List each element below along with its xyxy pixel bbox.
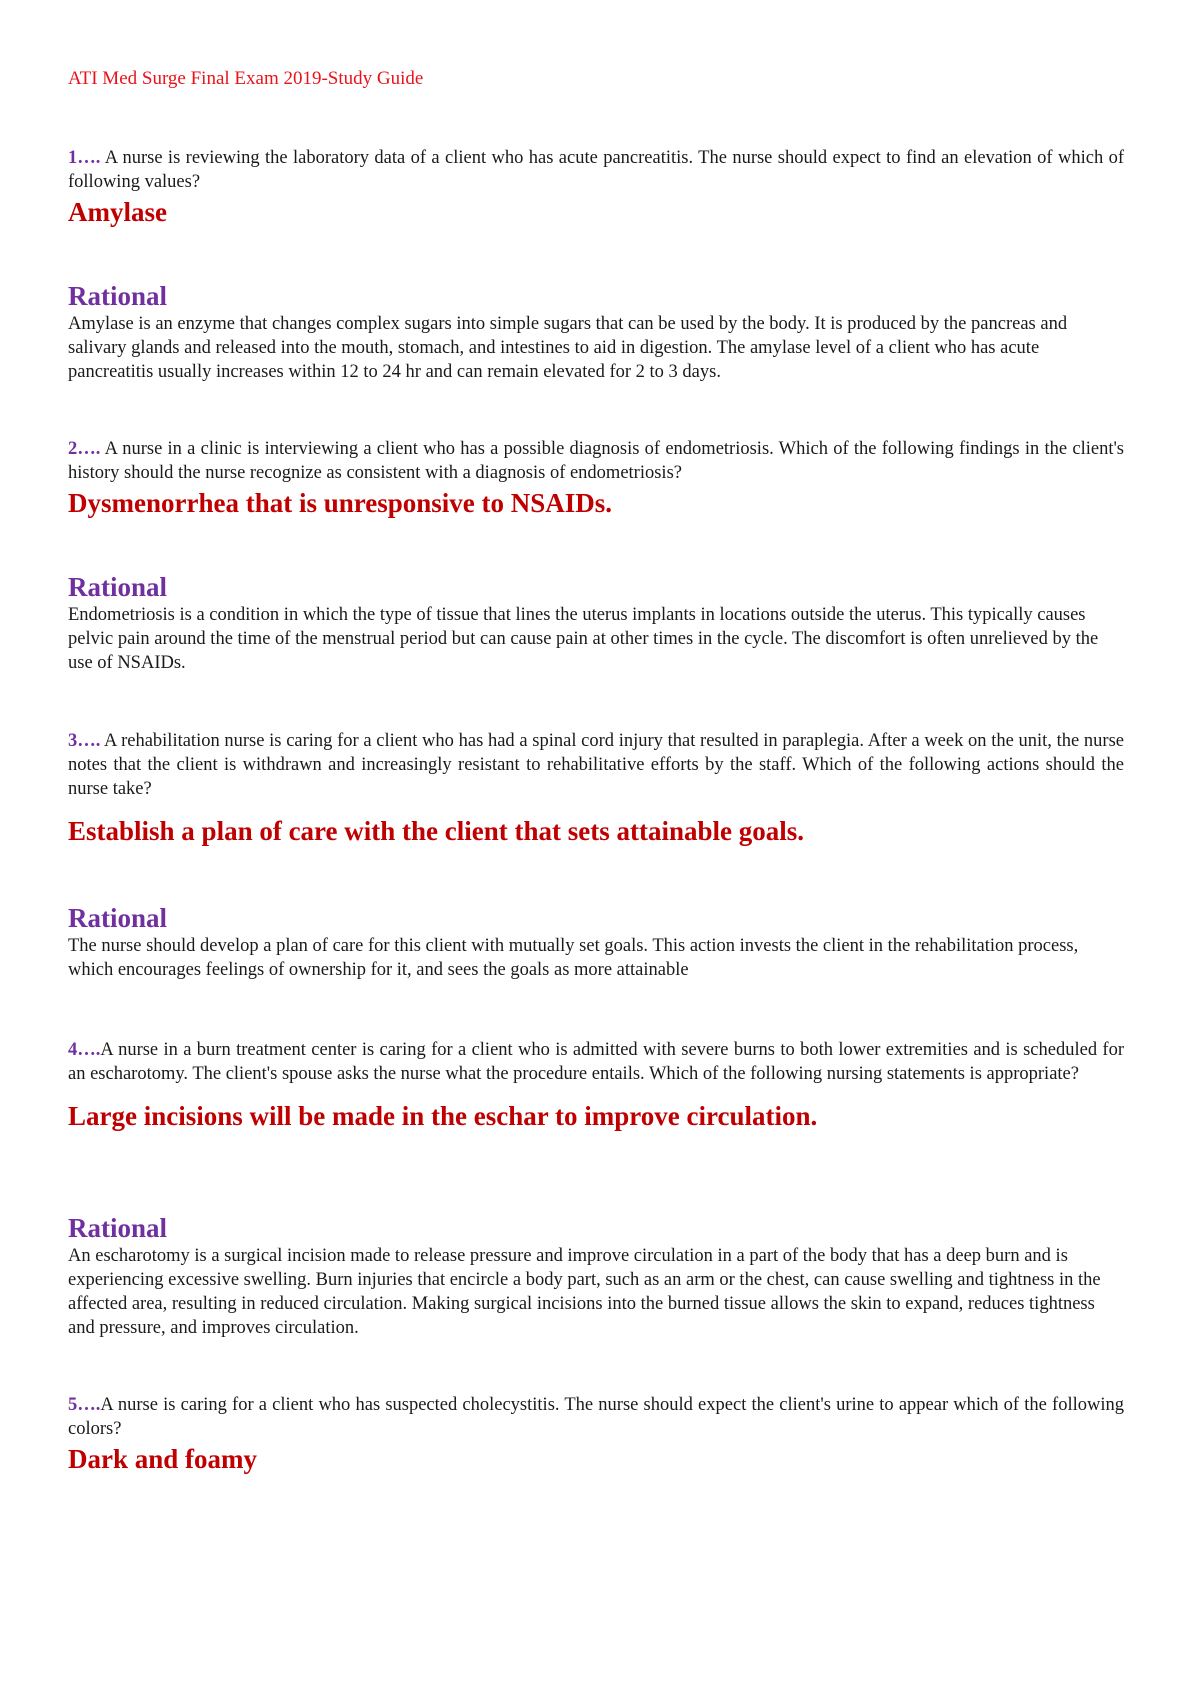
question-body: A nurse in a clinic is interviewing a client who has a possible diagnosis of endometriosis. Which of the following findings in the client's history should the nurse recognize as consistent with a diagnosis of endometriosis? [68, 439, 1124, 483]
question-block-3 [68, 729, 1124, 847]
question-number: 3…. [68, 731, 101, 751]
rational-block-1 [68, 280, 1124, 384]
question-text [68, 1393, 1124, 1441]
question-block-1 [68, 146, 1124, 228]
question-block-4 [68, 1038, 1124, 1132]
question-number: 1…. [68, 148, 101, 168]
question-body: A nurse is reviewing the laboratory data of a client who has acute pancreatitis. The nurse should expect to find an elevation of which of following values? [68, 148, 1124, 192]
rational-heading: Rational [68, 1213, 168, 1243]
question-block-5 [68, 1393, 1124, 1475]
question-number: 4…. [68, 1040, 101, 1060]
rational-heading: Rational [68, 572, 168, 602]
rational-block-4 [68, 1212, 1124, 1340]
answer-text: Large incisions will be made in the eschar to improve circulation. [68, 1101, 818, 1131]
question-text [68, 729, 1124, 801]
question-text [68, 146, 1124, 194]
rational-heading: Rational [68, 903, 168, 933]
rational-text: Amylase is an enzyme that changes complex sugars into simple sugars that can be used by the body. It is produced by the pancreas and salivary glands and released into the mouth, stomach, and intestines to aid in digestion. The amylase level of a client who has acute pancreatitis usually increases within 12 to 24 hr and can remain elevated for 2 to 3 days. [68, 314, 1068, 382]
answer-text: Dark and foamy [68, 1444, 258, 1474]
question-text [68, 1038, 1124, 1086]
rational-text: Endometriosis is a condition in which the type of tissue that lines the uterus implants in locations outside the uterus. This typically causes pelvic pain around the time of the menstrual period but can cause pain at other times in the cycle. The discomfort is often unrelieved by the use of NSAIDs. [68, 605, 1099, 673]
rational-block-3 [68, 902, 1124, 982]
rational-text: The nurse should develop a plan of care for this client with mutually set goals. This action invests the client in the rehabilitation process, which encourages feelings of ownership for it, and sees the goals as more attainable [68, 936, 1079, 980]
question-block-2 [68, 437, 1124, 519]
rational-text: An escharotomy is a surgical incision made to release pressure and improve circulation in a part of the body that has a deep burn and is experiencing excessive swelling. Burn injuries that encircle a body part, such as an arm or the chest, can cause swelling and tightness in the affected area, resulting in reduced circulation. Making surgical incisions into the burned tissue allows the skin to expand, reduces tightness and pressure, and improves circulation. [68, 1246, 1101, 1338]
question-number: 5…. [68, 1395, 101, 1415]
rational-heading: Rational [68, 281, 168, 311]
answer-text: Amylase [68, 197, 167, 227]
question-body: A rehabilitation nurse is caring for a client who has had a spinal cord injury that resulted in paraplegia. After a week on the unit, the nurse notes that the client is withdrawn and increasingly resistant to rehabilitative efforts by the staff. Which of the following actions should the nurse take? [68, 731, 1124, 799]
question-text [68, 437, 1124, 485]
answer-text: Establish a plan of care with the client that sets attainable goals. [68, 816, 805, 846]
answer-text: Dysmenorrhea that is unresponsive to NSAIDs. [68, 488, 613, 518]
question-number: 2…. [68, 439, 101, 459]
question-body: A nurse in a burn treatment center is caring for a client who is admitted with severe burns to both lower extremities and is scheduled for an escharotomy. The client's spouse asks the nurse what the procedure entails. Which of the following nursing statements is appropriate? [68, 1040, 1124, 1084]
document-title: ATI Med Surge Final Exam 2019-Study Guide [68, 68, 424, 89]
question-body: A nurse is caring for a client who has suspected cholecystitis. The nurse should expect the client's urine to appear which of the following colors? [68, 1395, 1124, 1439]
rational-block-2 [68, 571, 1124, 675]
